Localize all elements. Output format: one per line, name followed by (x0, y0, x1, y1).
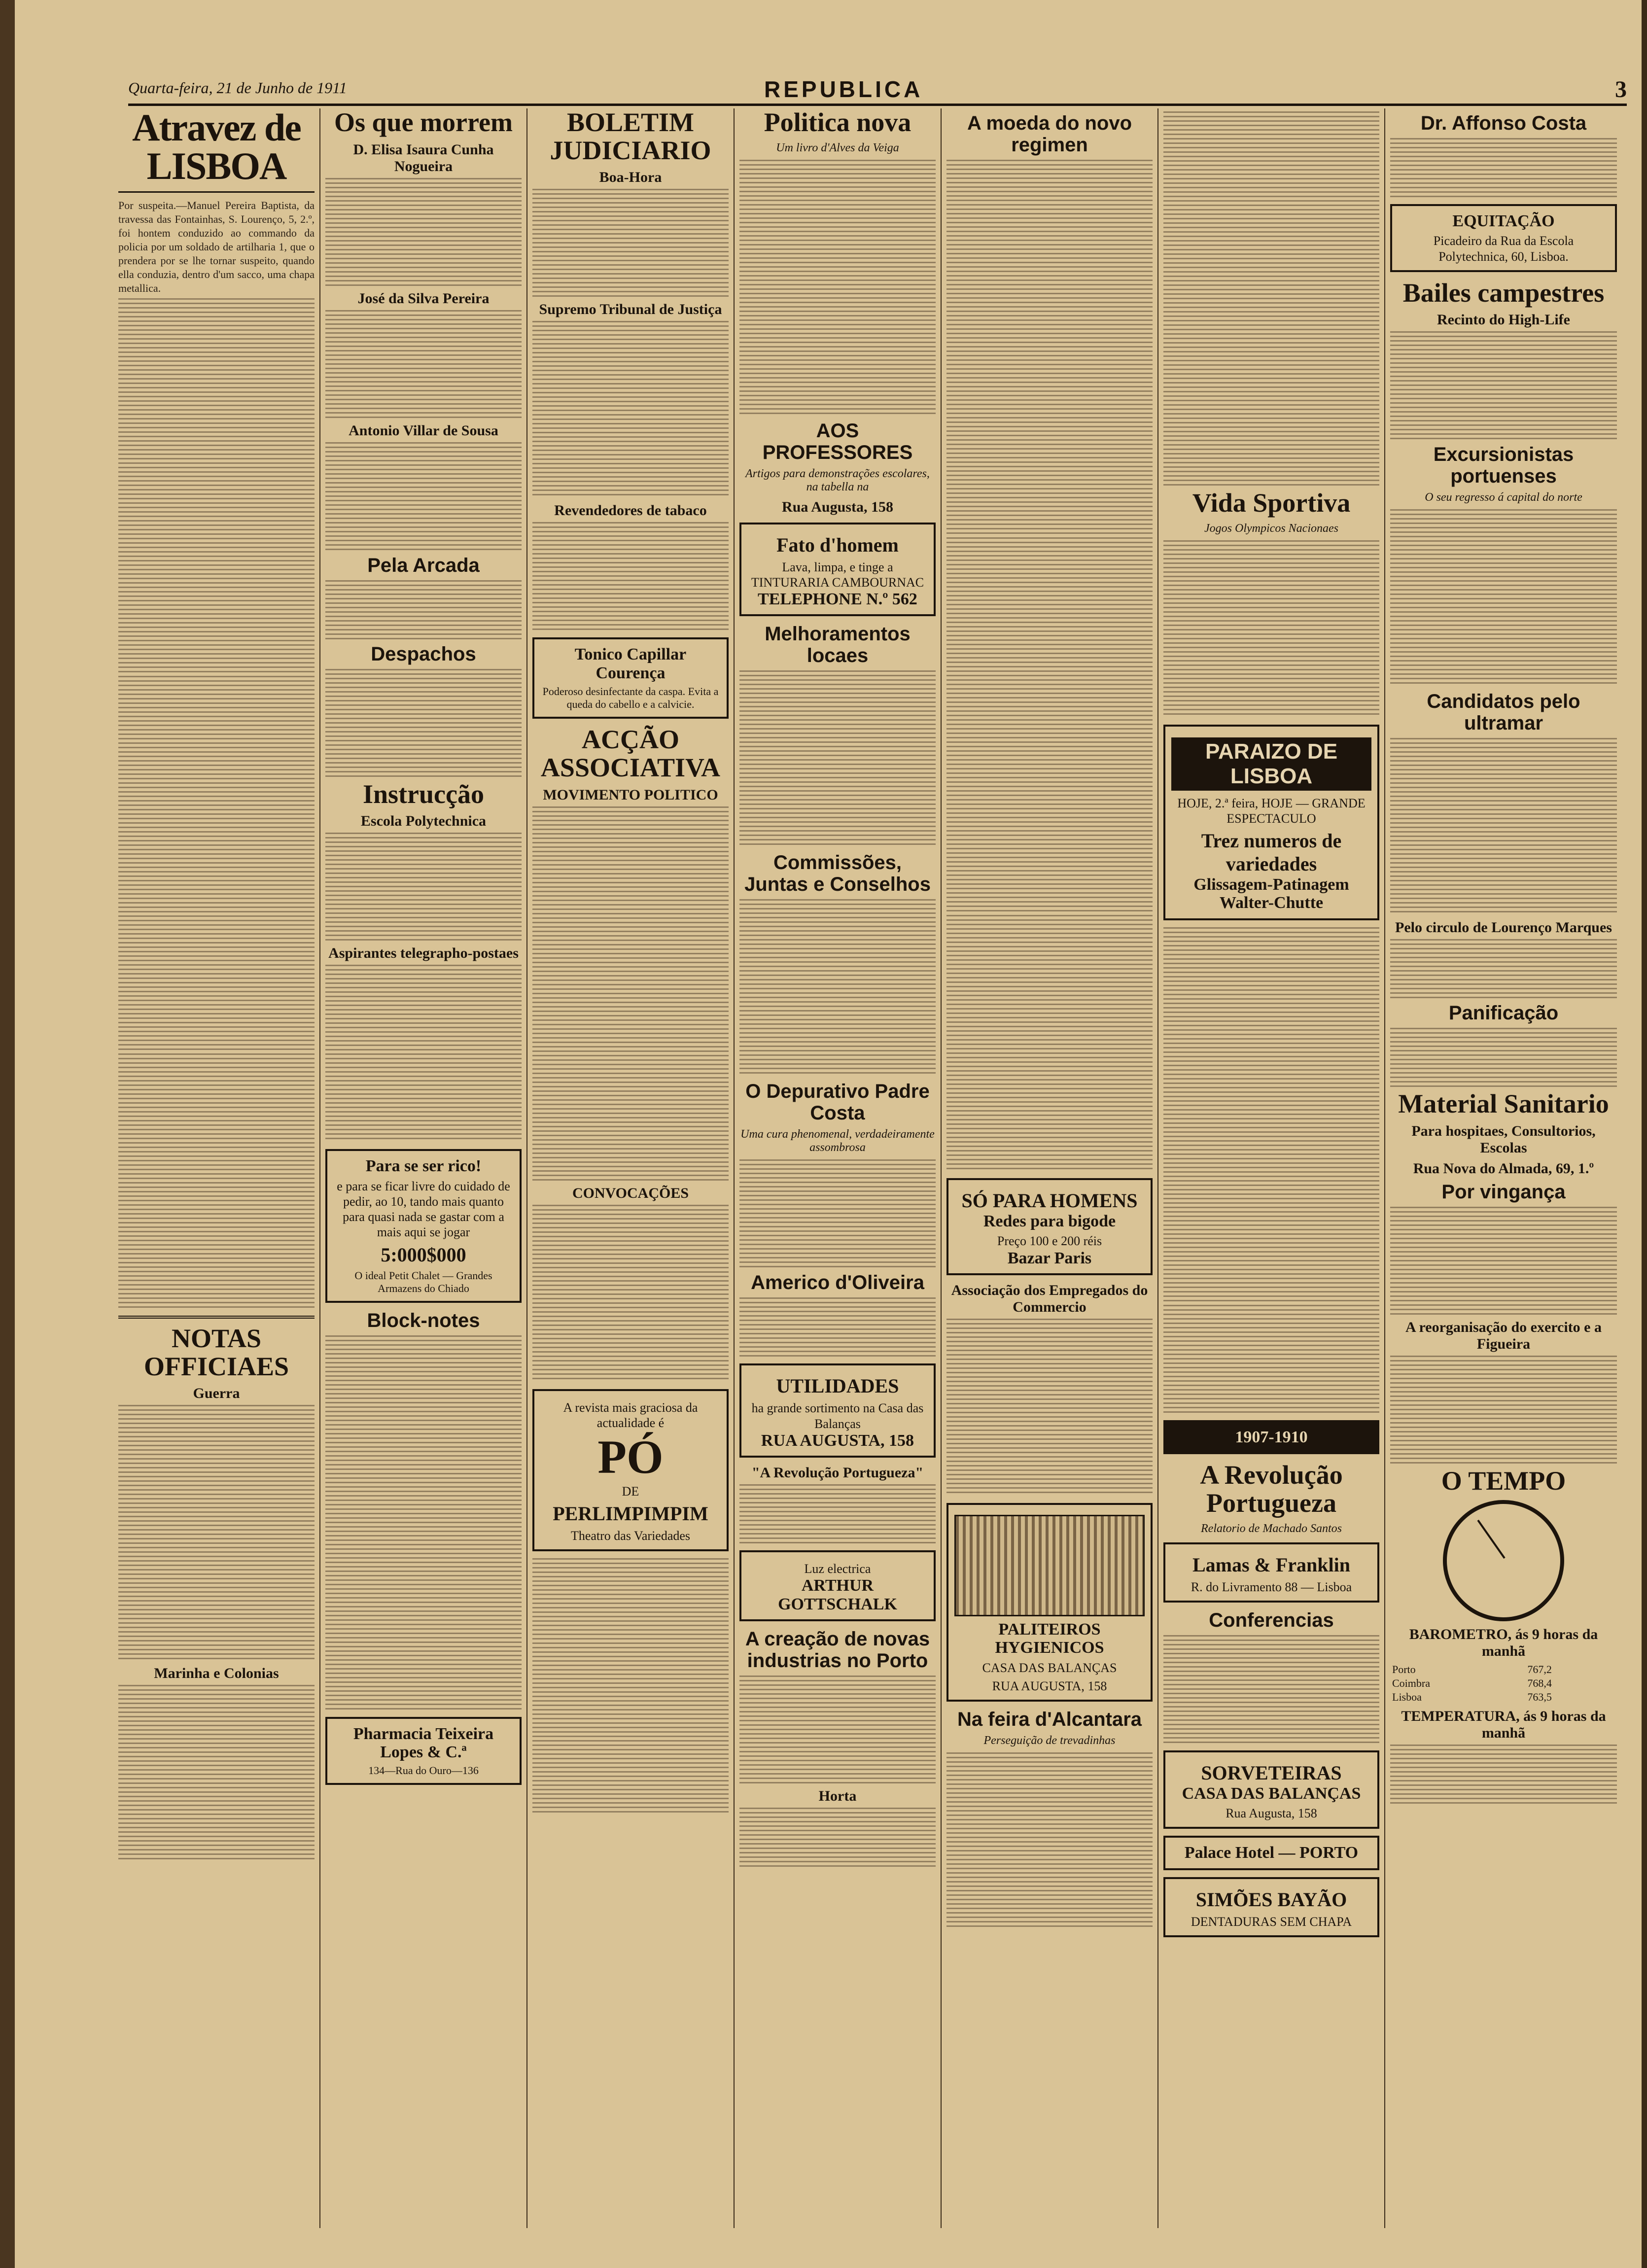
text-block (325, 669, 522, 777)
heading-affonso-costa: Dr. Affonso Costa (1420, 112, 1587, 134)
column-5: A moeda do novo regimen SÓ PARA HOMENS Redes para bigode Preço 100 e 200 réis Bazar Paris Associação dos Empregados do Commercio PALITEIROS HYGIENICOS CASA DAS BALANÇAS RUA AUGUSTA, 158 Na feira d'Alcantara Perseguição de trevadinhas (942, 108, 1158, 2228)
table-row: Porto 767,2 (1392, 1663, 1552, 1675)
text-block (325, 178, 522, 286)
heading-o-tempo: O TEMPO (1441, 1466, 1566, 1496)
text-block (532, 1558, 729, 1814)
text-block (1390, 939, 1617, 998)
advert-so-para-homens: SÓ PARA HOMENS Redes para bigode Preço 100 e 200 réis Bazar Paris (946, 1178, 1153, 1275)
advert-paliteiros: PALITEIROS HYGIENICOS CASA DAS BALANÇAS RUA AUGUSTA, 158 (946, 1503, 1153, 1702)
advert-po-perlimpimpim: A revista mais graciosa da actualidade é PÓ DE PERLIMPIMPIM Theatro das Variedades (532, 1389, 729, 1552)
heading-guerra: Guerra (193, 1385, 240, 1402)
heading-lourenco-marques: Pelo circulo de Lourenço Marques (1395, 919, 1612, 936)
text-block (739, 1808, 936, 1867)
text-block (118, 1405, 315, 1661)
heading-despachos: Despachos (371, 643, 476, 665)
heading-marinha-colonias: Marinha e Colonias (154, 1665, 279, 1682)
article-por-suspeita: Por suspeita.—Manuel Pereira Baptista, da travessa das Fontainhas, S. Lourenço, 5, 2.º, foi hontem conduzido ao commando da policia por um soldado de artilharia 1, que o prendera por se lhe tornar suspeito, quando ella conduzia, dentro d'um sacco, uma chapa metallica. (118, 199, 315, 294)
heading-panificacao: Panificação (1448, 1002, 1559, 1024)
barometer-dial-icon (1443, 1500, 1564, 1621)
advert-utilidades: UTILIDADES ha grande sortimento na Casa das Balanças RUA AUGUSTA, 158 (739, 1363, 936, 1458)
table-row: Lisboa 763,5 (1392, 1690, 1552, 1703)
text-block (325, 580, 522, 639)
advert-fato-dhomem: Fato d'homem Lava, limpa, e tinge a TINTURARIA CAMBOURNAC TELEPHONE N.º 562 (739, 523, 936, 617)
heading-material-sanitario: Material Sanitario (1398, 1089, 1609, 1119)
heading-moeda: A moeda do novo regimen (967, 112, 1132, 156)
text-block (1390, 1207, 1617, 1315)
text-block (946, 537, 1153, 912)
heading-depurativo: O Depurativo Padre Costa (745, 1081, 930, 1124)
text-block (946, 1752, 1153, 1930)
heading-commissoes: Commissões, Juntas e Conselhos (744, 852, 931, 896)
text-block (739, 670, 936, 848)
heading-feira-alcantara: Na feira d'Alcantara (957, 1709, 1142, 1731)
heading-os-que-morrem: Os que morrem (334, 108, 513, 137)
text-block (739, 1159, 936, 1268)
text-block (739, 1484, 936, 1543)
advert-lamas-franklin: Lamas & Franklin R. do Livramento 88 — Lisboa (1163, 1542, 1379, 1603)
text-block (1163, 540, 1379, 718)
column-3 (527, 108, 735, 2228)
obituary-2: José da Silva Pereira (357, 290, 490, 307)
advert-para-ser-rico: Para se ser rico! e para se ficar livre do cuidado de pedir, ao 10, tando mais quanto para quasi nada se gastar com a mais aqui se jogar 5:000$000 O ideal Petit Chalet — Grandes Armazens do Chiado (325, 1149, 522, 1302)
heading-convocacoes: CONVOCAÇÕES (572, 1185, 689, 1201)
obituary-1: D. Elisa Isaura Cunha Nogueira (353, 141, 494, 174)
text-block (946, 915, 1153, 1171)
text-block (118, 676, 315, 1050)
heading-por-vinganca: Por vingança (1441, 1181, 1566, 1203)
column-7: Dr. Affonso Costa EQUITAÇÃO Picadeiro da Rua da Escola Polytechnica, 60, Lisboa. Bailes campestres Recinto do High-Life Excursionistas portuenses O seu regresso á capital do norte Candidatos pelo ultramar Pelo circulo de Lourenço Marques Panificação Material Sanitario Para hospitaes, Consultorios, Escolas Rua Nova do Almada, 69, 1.º Por vingança A reorganisação do exercito e a Figueira O TEMPO BAROMETRO, ás 9 horas da manhã Porto 767,2 Coimbra 768,4 Lisboa 763,5 TEMPERATURA, ás 9 horas da manhã (1385, 108, 1622, 2228)
text-block (1390, 331, 1617, 440)
heading-boa-hora: Boa-Hora (599, 169, 662, 186)
text-block (1390, 738, 1617, 915)
text-block (1163, 111, 1379, 486)
text-block (739, 1675, 936, 1784)
text-block (739, 160, 936, 416)
advert-simoes-bayao: SIMÕES BAYÃO DENTADURAS SEM CHAPA (1163, 1877, 1379, 1937)
heading-revendedores: Revendedores de tabaco (554, 502, 707, 519)
advert-pharmacia: Pharmacia Teixeira Lopes & C.ª 134—Rua do Ouro—136 (325, 1717, 522, 1785)
advert-sorveteiras: SORVETEIRAS CASA DAS BALANÇAS Rua Augusta, 158 (1163, 1750, 1379, 1829)
heading-aspirantes: Aspirantes telegrapho-postaes (328, 945, 519, 962)
heading-boletim-judiciario: BOLETIM JUDICIARIO (550, 108, 711, 165)
text-block (1390, 1356, 1617, 1464)
advert-paraizo-lisboa: PARAIZO DE LISBOA HOJE, 2.ª feira, HOJE — GRANDE ESPECTACULO Trez numeros de variedades Glissagem-Patinagem Walter-Chutte (1163, 725, 1379, 920)
text-block (325, 833, 522, 941)
column-6: Vida Sportiva Jogos Olympicos Nacionaes PARAIZO DE LISBOA HOJE, 2.ª feira, HOJE — GRANDE ESPECTACULO Trez numeros de variedades Glissagem-Patinagem Walter-Chutte 1907-1910 A Revolução Portugueza Relatorio de Machado Santos Lamas & Franklin R. do Livramento 88 — Lisboa Conferencias SORVETEIRAS CASA DAS BALANÇAS Rua Augusta, 158 Palace Hotel — PORTO SIMÕES BAYÃO DENTADURAS SEM CHAPA (1158, 108, 1385, 2228)
issue-date: Quarta-feira, 21 de Junho de 1911 (128, 79, 347, 97)
barometer-table (1390, 1663, 1617, 1704)
advert-luz-electrica: Luz electrica ARTHUR GOTTSCHALK (739, 1550, 936, 1621)
heading-excursionistas: Excursionistas portuenses (1433, 444, 1574, 488)
text-block (532, 189, 729, 297)
text-block (946, 1319, 1153, 1496)
text-block (532, 806, 729, 1181)
heading-escola-polytechnica: Escola Polytechnica (360, 813, 487, 830)
text-block (325, 310, 522, 419)
heading-bailes-campestres: Bailes campestres (1402, 278, 1605, 308)
heading-revolucao: "A Revolução Portugueza" (751, 1465, 924, 1481)
text-block (118, 298, 315, 673)
advert-equitacao: EQUITAÇÃO Picadeiro da Rua da Escola Polytechnica, 60, Lisboa. (1390, 204, 1617, 272)
heading-accao-associativa: ACÇÃO ASSOCIATIVA (540, 725, 721, 782)
text-block (118, 1053, 315, 1310)
table-row: Coimbra 768,4 (1392, 1676, 1552, 1689)
obituary-3: Antonio Villar de Sousa (349, 422, 498, 439)
heading-supremo: Supremo Tribunal de Justiça (539, 301, 722, 318)
heading-horta: Horta (818, 1788, 857, 1805)
heading-notas-officiaes: NOTAS OFFICIAES (143, 1324, 289, 1381)
text-block (946, 160, 1153, 534)
heading-instrucao: Instrucção (363, 779, 484, 809)
column-2 (320, 108, 527, 2228)
page-header (128, 74, 1627, 106)
paliteiro-illustration (954, 1515, 1145, 1616)
heading-conferencias: Conferencias (1209, 1609, 1334, 1631)
text-block (1390, 509, 1617, 687)
heading-melhoramentos: Melhoramentos locaes (765, 623, 911, 667)
text-block (532, 1205, 729, 1382)
heading-americo: Americo d'Oliveira (751, 1272, 924, 1294)
column-4: Politica nova Um livro d'Alves da Veiga AOS PROFESSORES Artigos para demonstrações escolares, na tabella na Rua Augusta, 158 Fato d'homem Lava, limpa, e tinge a TINTURARIA CAMBOURNAC TELEPHONE N.º 562 Melhoramentos locaes Commissões, Juntas e Conselhos O Depurativo Padre Costa Uma cura phenomenal, verdadeiramente assombrosa Americo d'Oliveira UTILIDADES ha grande sortimento na Casa das Balanças RUA AUGUSTA, 158 "A Revolução Portugueza" Luz electrica ARTHUR GOTTSCHALK A creação de novas industrias no Porto Horta (735, 108, 942, 2228)
heading-politica-nova: Politica nova (764, 108, 911, 137)
text-block (1163, 927, 1379, 1302)
heading-revolucao-portugueza: A Revolução Portugueza (1200, 1460, 1343, 1518)
text-block (1163, 1305, 1379, 1413)
text-block (739, 899, 936, 1077)
column-1 (113, 108, 320, 2228)
heading-candidatos: Candidatos pelo ultramar (1427, 691, 1580, 734)
newspaper-page (15, 0, 1642, 2268)
text-block (1163, 1635, 1379, 1744)
text-block (118, 1685, 315, 1862)
advert-palace-hotel: Palace Hotel — PORTO (1163, 1836, 1379, 1870)
heading-creacao: A creação de novas industrias no Porto (745, 1628, 930, 1672)
heading-vida-sportiva: Vida Sportiva (1192, 488, 1351, 518)
heading-pela-arcada: Pela Arcada (367, 554, 480, 576)
text-block (1390, 138, 1617, 197)
text-block (532, 321, 729, 498)
text-block (325, 1335, 522, 1710)
heading-reorganisacao: A reorganisação do exercito e a Figueira (1405, 1319, 1602, 1353)
text-block (1390, 1028, 1617, 1087)
text-block (325, 442, 522, 551)
masthead: REPUBLICA (764, 76, 923, 102)
advert-tonico: Tonico Capillar Courença Poderoso desinfectante da caspa. Evita a queda do cabello e a calvicie. (532, 637, 729, 719)
text-block (739, 1297, 936, 1357)
heading-movimento-politico: MOVIMENTO POLITICO (543, 786, 718, 803)
heading-aos-professores: AOS PROFESSORES (762, 419, 913, 463)
page-number: 3 (1615, 76, 1627, 103)
section-title-atravez: Atravez de LISBOA (132, 108, 301, 187)
text-block (1390, 1745, 1617, 1804)
heading-block-notes: Block-notes (367, 1309, 480, 1331)
text-block (532, 522, 729, 630)
text-block (325, 965, 522, 1142)
advert-1907-1910: 1907-1910 (1163, 1420, 1379, 1454)
heading-associacao: Associação dos Empregados do Commercio (951, 1282, 1148, 1315)
